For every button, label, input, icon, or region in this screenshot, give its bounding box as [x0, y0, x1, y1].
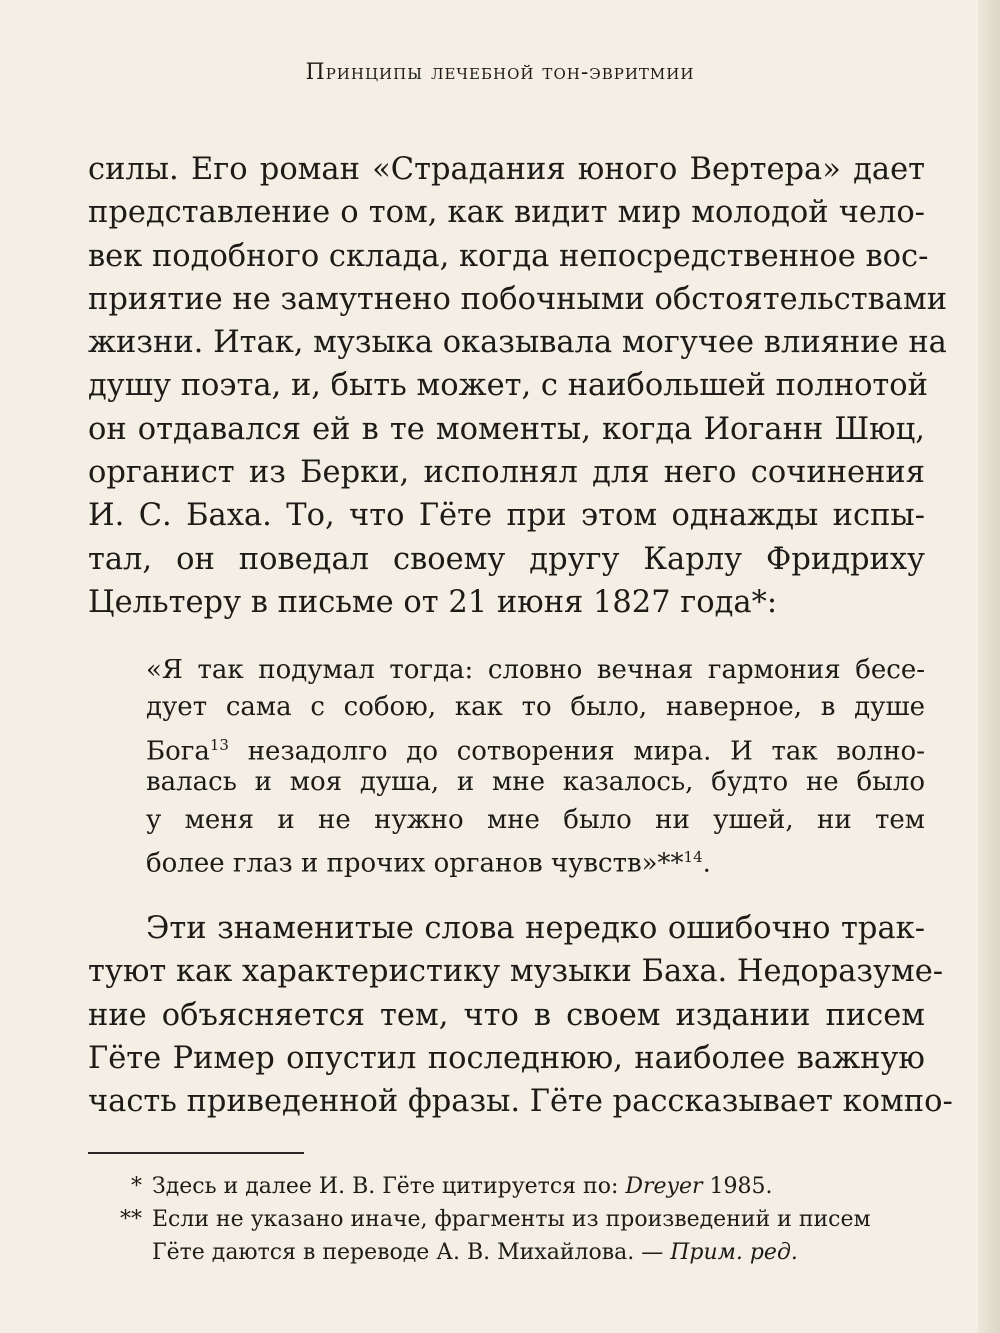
text-fragment: Бога	[146, 736, 210, 767]
text-fragment: незадолго до сотворения мира. И так волно-	[228, 736, 925, 767]
text-fragment: .	[702, 848, 711, 879]
endnote-ref: 14	[683, 847, 703, 866]
footnote-text: Если не указано иначе, фрагменты из произведений и писем	[152, 1207, 871, 1232]
quote-line: «Я так подумал тогда: словно вечная гармония бесе-	[146, 655, 925, 685]
text-line: он отдавался ей в те моменты, когда Иоганн Шюц,	[88, 411, 925, 447]
footnote-mark: *	[751, 584, 767, 620]
editor-note: Прим. ред.	[670, 1240, 798, 1265]
text-fragment: более глаз и прочих органов чувств»	[146, 848, 658, 879]
text-line: душу поэта, и, быть может, с наибольшей полнотой	[88, 368, 929, 404]
footnote-divider	[88, 1152, 304, 1154]
text-line: органист из Берки, исполнял для него сочинения	[88, 455, 925, 491]
author-name: Dreyer	[625, 1174, 703, 1199]
text-fragment: Цельтеру в письме от 21 июня 1827 года	[88, 584, 752, 620]
quote-line: у меня и не нужно мне было ни ушей, ни тем	[146, 804, 925, 835]
footnotes	[108, 1170, 925, 1269]
running-header: Принципы лечебной тон-эвритмии	[305, 60, 695, 85]
text-line: И. С. Баха. То, что Гёте при этом однажды испы-	[88, 498, 925, 534]
text-fragment: 1985.	[702, 1174, 773, 1199]
text-line: туют как характеристику музыки Баха. Недоразуме-	[88, 954, 944, 990]
footnote-2	[108, 1203, 925, 1236]
text-line: Гёте Ример опустил последнюю, наиболее важную	[88, 1040, 925, 1076]
footnote-text	[152, 1170, 925, 1203]
quote-line: валась и моя душа, и мне казалось, будто не было	[146, 767, 925, 798]
text-line: ние объясняется тем, что в своем издании писем	[88, 997, 925, 1033]
paragraph-1	[88, 148, 948, 624]
paragraph-2	[88, 907, 953, 1123]
footnote-mark: *	[131, 1174, 142, 1199]
text-line: представление о том, как видит мир молодой чело-	[88, 195, 925, 231]
text-line: часть приведенной фразы. Гёте рассказывает компо-	[88, 1084, 953, 1120]
text-line: век подобного склада, когда непосредственное вос-	[88, 238, 929, 274]
quote-line-last	[146, 839, 925, 879]
text-line: Эти знаменитые слова нередко ошибочно трак-	[146, 911, 925, 946]
footnote-2-continued	[108, 1236, 925, 1269]
text-line-last	[88, 581, 925, 624]
footnote-mark: **	[657, 848, 684, 879]
text-fragment: Гёте даются в переводе А. В. Михайлова. —	[152, 1240, 671, 1265]
text-fragment: :	[766, 584, 778, 620]
footnote-1	[108, 1170, 925, 1203]
text-fragment: Здесь и далее И. В. Гёте цитируется по:	[152, 1174, 626, 1199]
page-edge	[978, 0, 1000, 1333]
footnote-text	[108, 1236, 925, 1269]
quote-line	[146, 727, 925, 767]
quote-line: дует сама с собою, как то было, наверное, в душе	[146, 692, 925, 723]
text-line: силы. Его роман «Страдания юного Вертера» дает	[88, 152, 925, 187]
block-quote	[146, 652, 925, 879]
text-line: тал, он поведал своему другу Карлу Фридриху	[88, 541, 925, 577]
text-line: приятие не замутнено побочными обстоятельствами	[88, 281, 948, 317]
footnote-mark: **	[120, 1207, 142, 1232]
endnote-ref: 13	[209, 735, 229, 754]
text-line: жизни. Итак, музыка оказывала могучее влияние на	[88, 325, 947, 361]
